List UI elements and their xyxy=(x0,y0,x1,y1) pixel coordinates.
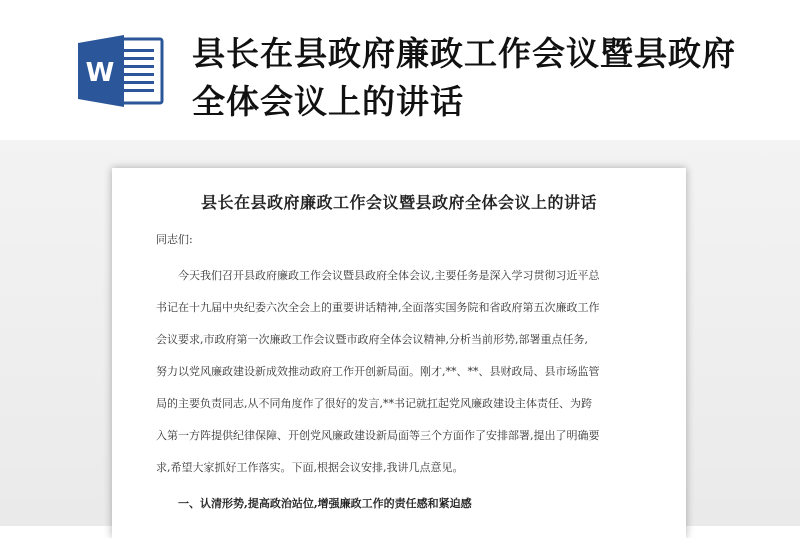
paragraph-line: 今天我们召开县政府廉政工作会议暨县政府全体会议,主要任务是深入学习贯彻习近平总 xyxy=(178,269,600,282)
section-heading: 一、认清形势,提高政治站位,增强廉政工作的责任感和紧迫感 xyxy=(178,497,472,510)
paragraph-line: 局的主要负责同志,从不同角度作了很好的发言,**书记就扛起党风廉政建设主体责任、为跨 xyxy=(156,397,592,410)
word-document-icon xyxy=(76,33,166,109)
document-title: 县长在县政府廉政工作会议暨县政府全体会议上的讲话 xyxy=(200,193,597,212)
document-page-preview xyxy=(112,168,686,538)
paragraph-line: 会议要求,市政府第一次廉政工作会议暨市政府全体会议精神,分析当前形势,部署重点任务, xyxy=(156,333,588,346)
paragraph-line: 书记在十九届中央纪委六次全会上的重要讲话精神,全面落实国务院和省政府第五次廉政工作 xyxy=(156,301,600,314)
paragraph-line: 努力以党风廉政建设新成效推动政府工作开创新局面。刚才,**、**、县财政局、县市场监管 xyxy=(156,365,600,378)
paragraph-line: 求,希望大家抓好工作落实。下面,根据会议安排,我讲几点意见。 xyxy=(156,461,464,474)
page-title: 县长在县政府廉政工作会议暨县政府全体会议上的讲话 xyxy=(192,34,736,121)
paragraph-line: 入第一方阵提供纪律保障、开创党风廉政建设新局面等三个方面作了安排部署,提出了明确要 xyxy=(156,429,600,442)
salutation: 同志们: xyxy=(156,233,193,246)
word-icon-letter: W xyxy=(85,58,115,88)
